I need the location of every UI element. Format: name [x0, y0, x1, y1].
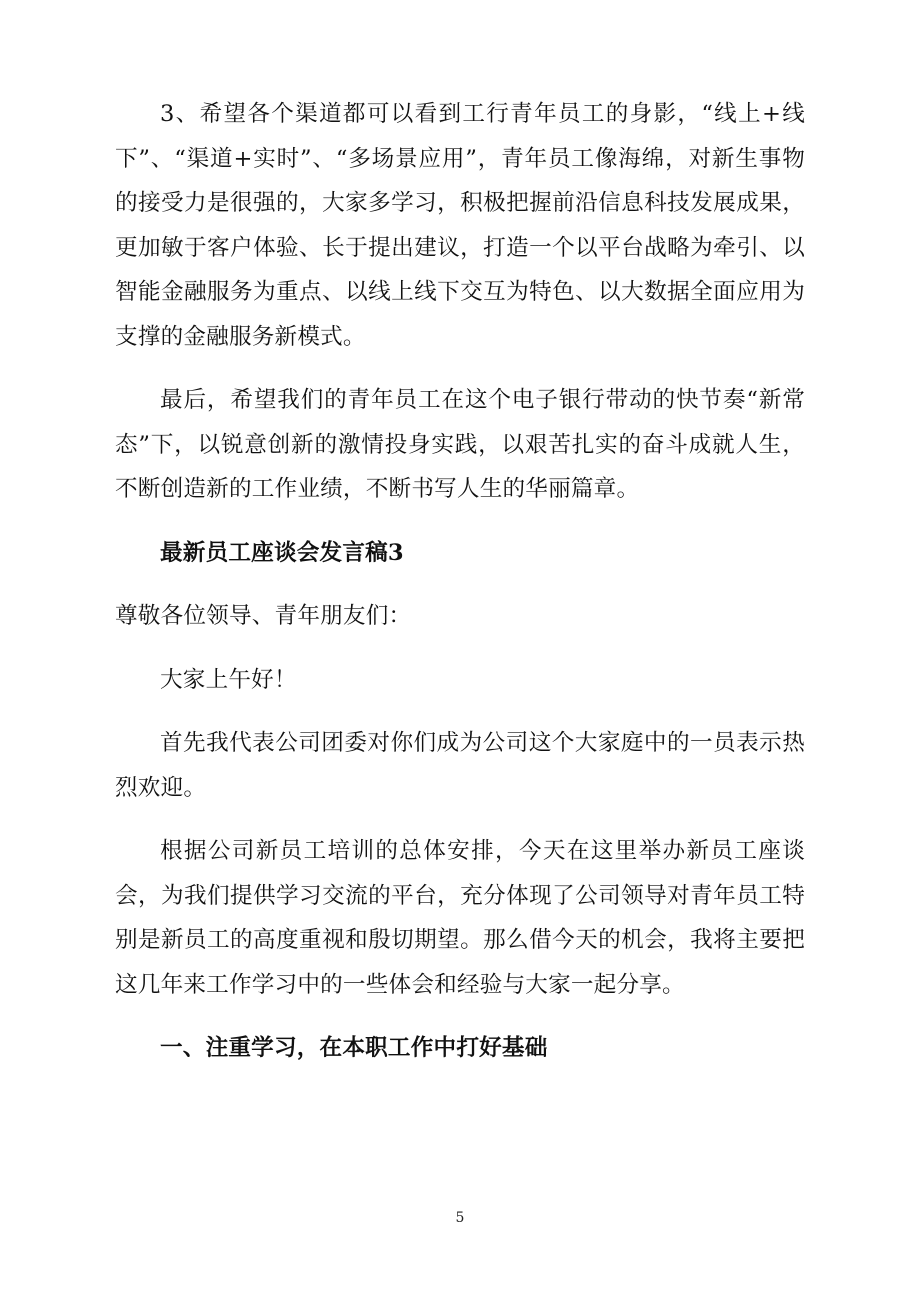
paragraph-greeting: 大家上午好！ [160, 666, 297, 693]
paragraph-arrangement: 根据公司新员工培训的总体安排，今天在这里举办新员工座谈会，为我们提供学习交流的平台，充分体现了公司领导对青年员工特别是新员工的高度重视和殷切期望。那么借今天的机会，我将主要把这几年来工作学习中的一些体会和经验与大家一起分享。 [115, 838, 805, 998]
subsection-heading: 一、注重学习，在本职工作中打好基础 [160, 1035, 548, 1061]
paragraph-welcome: 首先我代表公司团委对你们成为公司这个大家庭中的一员表示热烈欢迎。 [115, 730, 805, 801]
paragraph-channels: 3、希望各个渠道都可以看到工行青年员工的身影，“线上+线下”、“渠道+实时”、“多场景应用”，青年员工像海绵，对新生事物的接受力是很强的，大家多学习，积极把握前沿信息科技发展成果，更加敏于客户体验、长于提出建议，打造一个以平台战略为牵引、以智能金融服务为重点、以线上线下交互为特色、以大数据全面应用为支撑的金融服务新模式。 [115, 101, 805, 350]
document-body [115, 92, 805, 1090]
section-title: 最新员工座谈会发言稿3 [160, 539, 404, 566]
page-number: 5 [455, 1210, 465, 1226]
salutation: 尊敬各位领导、青年朋友们： [115, 603, 412, 629]
paragraph-closing: 最后，希望我们的青年员工在这个电子银行带动的快节奏“新常态”下，以锐意创新的激情投身实践，以艰苦扎实的奋斗成就人生，不断创造新的工作业绩，不断书写人生的华丽篇章。 [115, 387, 805, 502]
